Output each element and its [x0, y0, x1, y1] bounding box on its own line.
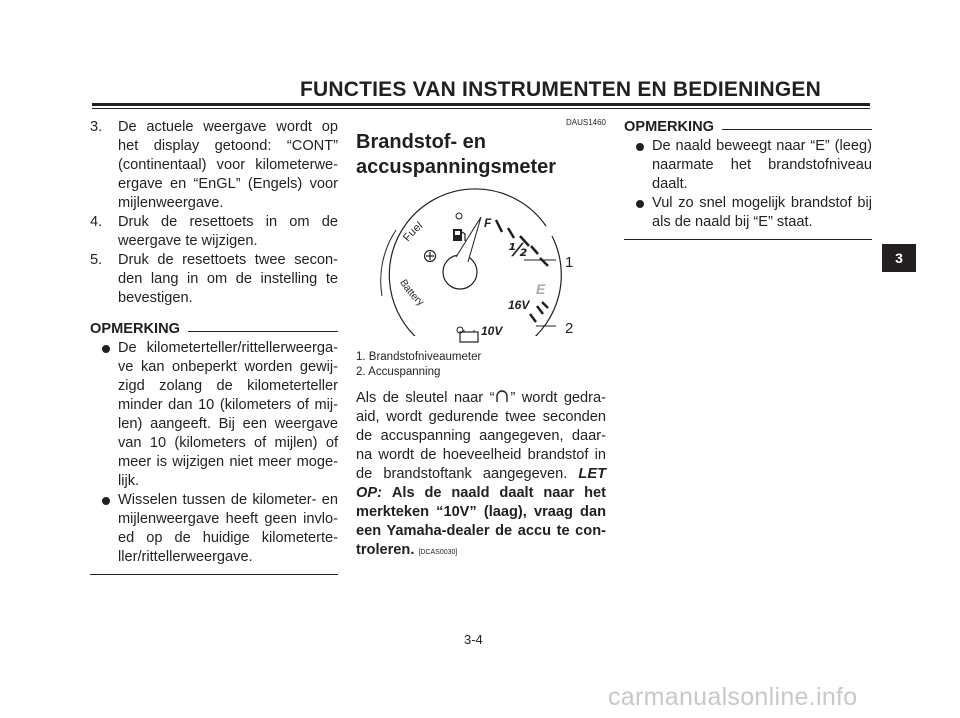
chapter-tab: 3	[882, 244, 916, 272]
bullet-icon	[636, 200, 644, 208]
caution-label: LET OP:	[356, 466, 606, 501]
bullet-item: De naald beweegt naar “E” (leeg) naarmate het brandstofniveau daalt.	[624, 137, 872, 194]
bullet-icon	[636, 143, 644, 151]
bullet-item: Wisselen tussen de kilometer- en mijlenweergave heeft geen invlo-ed op de huidige kilometerte-ller/rittellerweergave.	[90, 491, 338, 567]
fuel-battery-gauge-figure	[356, 184, 596, 336]
bullet-icon	[102, 345, 110, 353]
note-bullets	[624, 137, 872, 232]
header-rule-thin	[92, 108, 870, 109]
gauge-10v-label: 10V	[481, 324, 503, 336]
body-paragraph: Als de sleutel naar “ ” wordt gedra-aid, wordt gedurende twee seconden de accuspanning aangegeven, daar-na wordt de hoeveelheid brandstof in de brandstoftank aangegeven. LET OP: Als de naald daalt naar het merkteken “10V” (laag), vraag dan een Yamaha-dealer de accu te con-troleren. [DCAS0030]	[356, 390, 607, 558]
page-header-title: FUNCTIES VAN INSTRUMENTEN EN BEDIENINGEN	[300, 78, 821, 101]
bullet-icon	[102, 497, 110, 505]
battery-icon	[460, 330, 478, 342]
fuel-indicator-light	[456, 213, 462, 219]
section-title: Brandstof- en accuspanningsmeter	[356, 131, 557, 178]
watermark: carmanualsonline.info	[608, 683, 858, 711]
caution-text: Als de naald daalt naar het merkteken “10V” (laag), vraag dan een Yamaha-dealer de accu te con-troleren.	[356, 485, 606, 558]
note-bullets	[90, 339, 338, 567]
list-item: 4. Druk de resettoets in om de weergave te wijzigen.	[90, 214, 338, 249]
fuel-pump-icon	[453, 229, 465, 241]
caution-code: [DCAS0030]	[418, 549, 458, 556]
gauge-fuel-label: Fuel	[401, 219, 425, 244]
caption-2: 2. Accuspanning	[356, 366, 441, 378]
steps-list	[90, 118, 338, 308]
column-middle	[356, 118, 606, 562]
note-end-rule	[624, 239, 872, 240]
section-code: DAUS1460	[565, 118, 606, 127]
callout-number-1: 1	[565, 254, 574, 271]
figure-captions	[356, 350, 606, 380]
caption-1: 1. Brandstofniveaumeter	[356, 351, 482, 363]
gauge-empty-label: E	[536, 281, 546, 297]
column-left	[90, 118, 338, 575]
header-rule-thick	[92, 103, 870, 106]
callout-number-2: 2	[565, 320, 574, 336]
note-heading: OPMERKING	[90, 320, 338, 339]
gauge-half-label: ½	[508, 240, 527, 261]
list-item: 5. Druk de resettoets twee secon-den lang in om de instelling te bevestigen.	[90, 252, 338, 306]
note-end-rule	[90, 574, 338, 575]
bullet-item: De kilometerteller/rittellerweerga-ve kan onbeperkt worden gewij-zigd zolang de kilometerteller minder dan 10 (kilometers of mij-len) aangeeft. Bij een weergave van 10 (kilometers of mijlen) of meer is wijzigen niet meer moge-lijk.	[90, 339, 338, 491]
page-number: 3-4	[464, 632, 483, 647]
gauge-full-label: F	[484, 216, 492, 230]
gauge-16v-label: 16V	[508, 298, 530, 312]
needle-hub	[443, 255, 477, 289]
bullet-item: Vul zo snel mogelijk brandstof bij als de naald bij “E” staat.	[624, 194, 872, 232]
note-heading: OPMERKING	[624, 118, 872, 137]
column-right	[624, 118, 872, 240]
key-position-icon	[494, 390, 510, 403]
list-item: 3. De actuele weergave wordt op het display getoond: “CONT” (continentaal) voor kilometerwe-ergave en “EnGL” (Engels) voor mijlenweergave.	[90, 119, 338, 211]
gauge-outer-arc	[381, 230, 396, 296]
gauge-battery-label: Battery	[397, 277, 426, 309]
